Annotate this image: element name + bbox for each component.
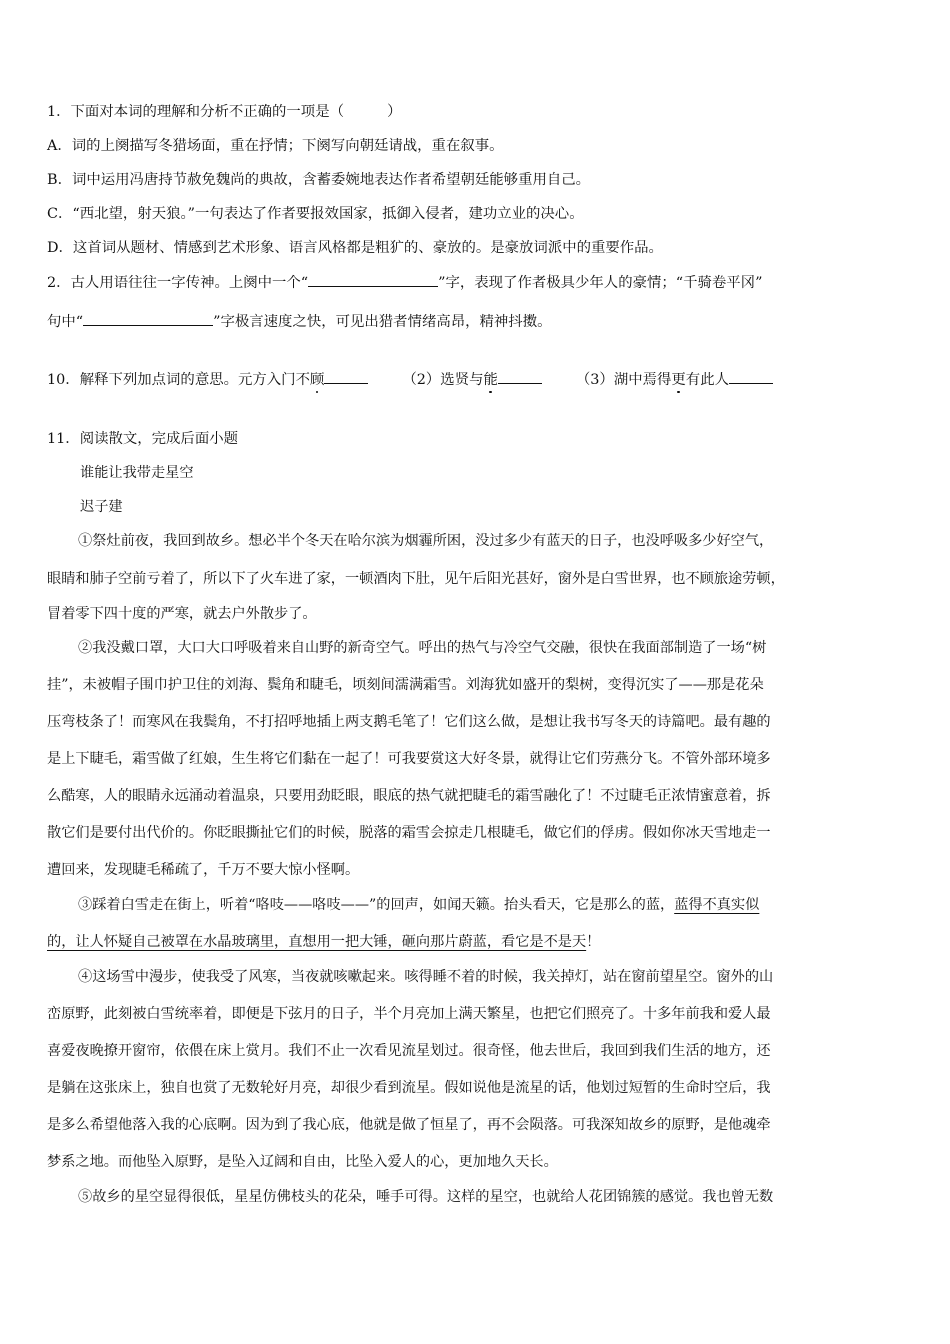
p2-line-1: ②我没戴口罩，大口大口呼吸着来自山野的新奇空气。呼出的热气与冷空气交融，很快在我面部制造了一场“树 <box>78 640 767 656</box>
q2-part4: ”字极言速度之快，可见出猎者情绪高昂，精神抖擞。 <box>213 314 552 330</box>
q2-line-2 <box>47 311 910 332</box>
p4-line-6: 梦系之地。而他坠入原野，是坠入辽阔和自由，比坠入爱人的心，更加地久天长。 <box>47 1154 558 1170</box>
q2-part2: ”字，表现了作者极具少年人的豪情；“千骑卷平冈” <box>438 275 763 291</box>
p3-text-a: ③踩着白雪走在街上，听着“咯吱——咯吱——”的回声，如闻天籁。抬头看天，它是那么的蓝， <box>78 897 675 913</box>
p2-line-4: 是上下睫毛，霜雪做了红娘，生生将它们黏在一起了！可我要赏这大好冬景，就得让它们劳燕分飞。不管外部环境多 <box>47 751 771 767</box>
q11-title: 11．阅读散文，完成后面小题 <box>47 431 238 447</box>
q2-blank-1[interactable] <box>308 272 438 287</box>
q10-item3: （3）湖中焉得 <box>575 372 672 388</box>
p4-line-2: 峦原野，此刻被白雪统率着，即便是下弦月的日子，半个月亮加上满天繁星，也把它们照亮了。十多年前我和爱人最 <box>47 1006 771 1022</box>
p1-line-3: 冒着零下四十度的严寒，就去户外散步了。 <box>47 606 317 622</box>
p4-line-3: 喜爱夜晚撩开窗帘，依偎在床上赏月。我们不止一次看见流星划过。很奇怪，他去世后，我回到我们生活的地方，还 <box>47 1043 771 1059</box>
q10-blank-3[interactable] <box>729 369 773 384</box>
p4-line-1: ④这场雪中漫步，使我受了风寒，当夜就咳嗽起来。咳得睡不着的时候，我关掉灯，站在窗前望星空。窗外的山 <box>78 969 774 985</box>
q10-dotted-word-2: 能 <box>483 372 498 388</box>
p2-line-5: 么酷寒，人的眼睛永远涌动着温泉，只要用劲眨眼，眼底的热气就把睫毛的霜雪融化了！不过睫毛正浓情蜜意着，拆 <box>47 788 771 804</box>
q10-item2: （2）选贤与 <box>402 372 484 388</box>
q2-part1: 2．古人用语往往一字传神。上阕中一个“ <box>47 275 309 291</box>
essay-author: 迟子建 <box>80 499 123 515</box>
q2-blank-2[interactable] <box>83 311 213 326</box>
p4-line-4: 是躺在这张床上，独自也赏了无数轮好月亮，却很少看到流星。假如说他是流星的话，他划过短暂的生命时空后，我 <box>47 1080 771 1096</box>
q10-line <box>47 369 910 390</box>
q10-item3-tail: 有此人 <box>685 372 729 388</box>
q2-part3: 句中“ <box>47 314 84 330</box>
p2-line-7: 遭回来，发现睫毛稀疏了，千万不要大惊小怪啊。 <box>47 862 360 878</box>
p4-line-5: 是多么希望他落入我的心底啊。因为到了我心底，他就是做了恒星了，再不会陨落。可我深知故乡的原野，是他魂牵 <box>47 1117 771 1133</box>
p5-line-1: ⑤故乡的星空显得很低，星星仿佛枝头的花朵，唾手可得。这样的星空，也就给人花团锦簇的感觉。我也曾无数 <box>78 1189 774 1205</box>
p3-underlined-a: 蓝得不真实似 <box>674 897 760 913</box>
q1-stem: 1．下面对本词的理解和分析不正确的一项是（ ） <box>47 104 402 120</box>
q1-option-d: D．这首词从题材、情感到艺术形象、语言风格都是粗犷的、豪放的。是豪放词派中的重要作品。 <box>47 240 663 256</box>
q10-dotted-word-1: 顾 <box>309 372 325 388</box>
q1-option-a: A．词的上阕描写冬猎场面，重在抒情；下阕写向朝廷请战，重在叙事。 <box>47 138 504 154</box>
p3-end: ！ <box>586 934 601 950</box>
essay-title: 谁能让我带走星空 <box>80 465 194 481</box>
q10-blank-2[interactable] <box>498 369 542 384</box>
q1-option-c: C．“西北望，射天狼。”一句表达了作者要报效国家，抵御入侵者，建功立业的决心。 <box>47 206 584 222</box>
q10-lead: 10．解释下列加点词的意思。元方入门不 <box>47 372 310 388</box>
p2-line-2: 挂”，未被帽子围巾护卫住的刘海、鬓角和睫毛，顷刻间濡满霜雪。刘海犹如盛开的梨树，变得沉实了——那是花朵 <box>47 677 764 693</box>
p1-line-2: 眼睛和肺子空前亏着了，所以下了火车进了家，一顿酒肉下肚，见午后阳光甚好，窗外是白雪世界，也不顾旅途劳顿， <box>47 571 785 587</box>
p3-line-2 <box>47 932 910 952</box>
p1-line-1: ①祭灶前夜，我回到故乡。想必半个冬天在哈尔滨为烟霾所困，没过多少有蓝天的日子，也没呼吸多少好空气， <box>78 533 774 549</box>
q1-option-b: B．词中运用冯唐持节赦免魏尚的典故，含蓄委婉地表达作者希望朝廷能够重用自己。 <box>47 172 591 188</box>
p2-line-3: 压弯枝条了！而寒风在我鬓角，不打招呼地插上两支鹅毛笔了！它们这么做，是想让我书写冬天的诗篇吧。最有趣的 <box>47 714 771 730</box>
q10-dotted-word-3: 更 <box>671 372 686 388</box>
p3-line-1 <box>78 895 910 915</box>
q2-line-1 <box>47 272 910 293</box>
p2-line-6: 散它们是要付出代价的。你眨眼撕扯它们的时候，脱落的霜雪会掠走几根睫毛，做它们的俘虏。假如你冰天雪地走一 <box>47 825 771 841</box>
p3-underlined-b: 的，让人怀疑自己被罩在水晶玻璃里，直想用一把大锤，砸向那片蔚蓝，看它是不是天 <box>47 934 587 950</box>
q10-blank-1[interactable] <box>324 369 368 384</box>
